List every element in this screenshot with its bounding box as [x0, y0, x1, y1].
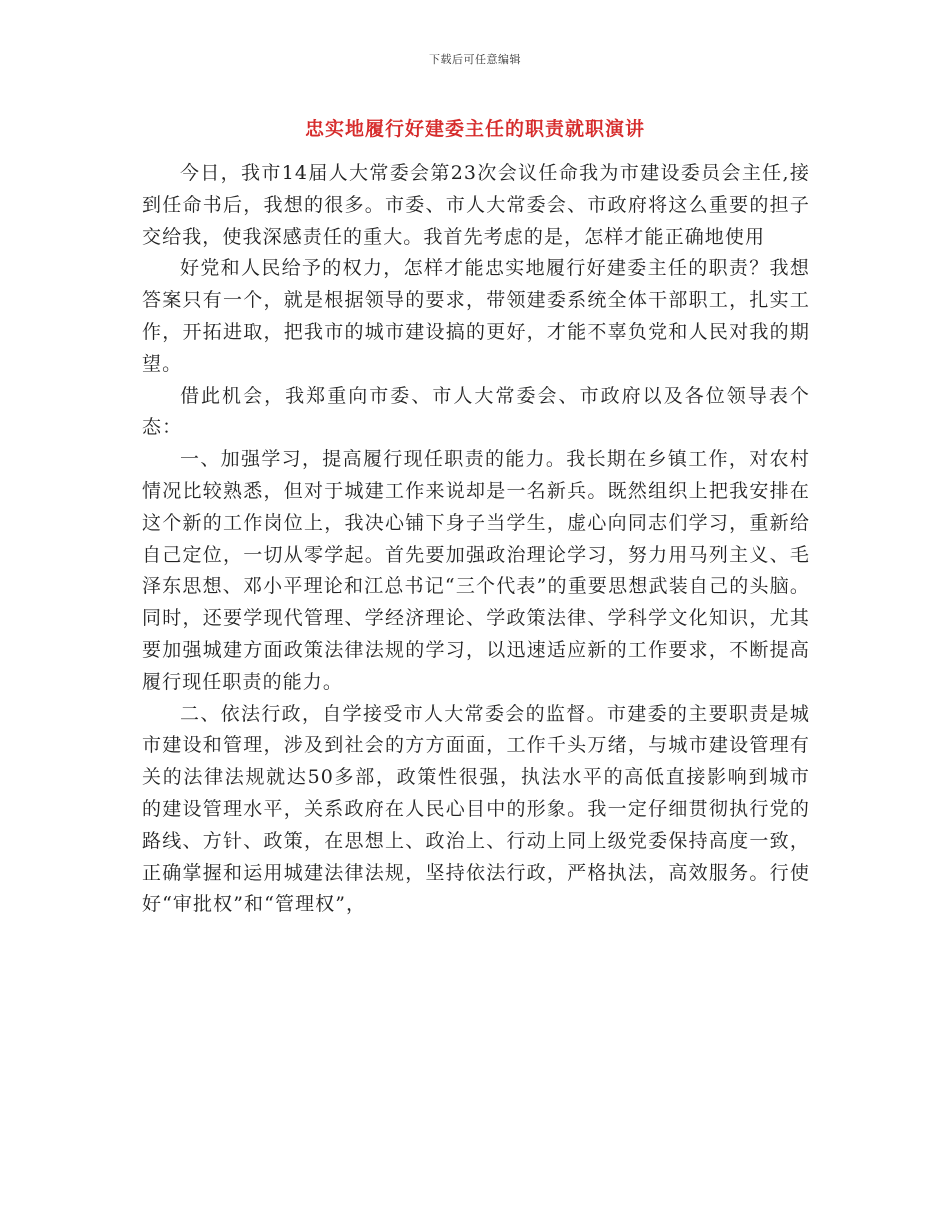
document-body: [142, 158, 810, 921]
paragraph-4: 一、加强学习，提高履行现任职责的能力。我长期在乡镇工作，对农村情况比较熟悉，但对于城建工作来说却是一名新兵。既然组织上把我安排在这个新的工作岗位上，我决心铺下身子当学生，虚心向同志们学习，重新给自己定位，一切从零学起。首先要加强政治理论学习，努力用马列主义、毛泽东思想、邓小平理论和江总书记“三个代表”的重要思想武装自己的头脑。同时，还要学现代管理、学经济理论、学政策法律、学科学文化知识，尤其要加强城建方面政策法律法规的学习，以迅速适应新的工作要求，不断提高履行现任职责的能力。: [142, 448, 810, 693]
paragraph-5: 二、依法行政，自学接受市人大常委会的监督。市建委的主要职责是城市建设和管理，涉及到社会的方方面面，工作千头万绪，与城市建设管理有关的法律法规就达50多部，政策性很强，执法水平的高低直接影响到城市的建设管理水平，关系政府在人民心目中的形象。我一定仔细贯彻执行党的路线、方针、政策，在思想上、政治上、行动上同上级党委保持高度一致，正确掌握和运用城建法律法规，坚持依法行政，严格执法，高效服务。行使好“审批权”和“管理权”，: [142, 702, 810, 916]
page-header-note: 下载后可任意编辑: [429, 53, 521, 66]
paragraph-2: 好党和人民给予的权力，怎样才能忠实地履行好建委主任的职责？我想答案只有一个，就是根据领导的要求，带领建委系统全体干部职工，扎实工作，开拓进取，把我市的城市建设搞的更好，才能不辜负党和人民对我的期望。: [142, 257, 810, 375]
document-title: 忠实地履行好建委主任的职责就职演讲: [304, 118, 645, 140]
paragraph-3: 借此机会，我郑重向市委、市人大常委会、市政府以及各位领导表个态：: [142, 384, 810, 439]
paragraph-1: 今日，我市14届人大常委会第23次会议任命我为市建设委员会主任,接到任命书后，我想的很多。市委、市人大常委会、市政府将这么重要的担子交给我，使我深感责任的重大。我首先考虑的是，怎样才能正确地使用: [142, 162, 810, 248]
